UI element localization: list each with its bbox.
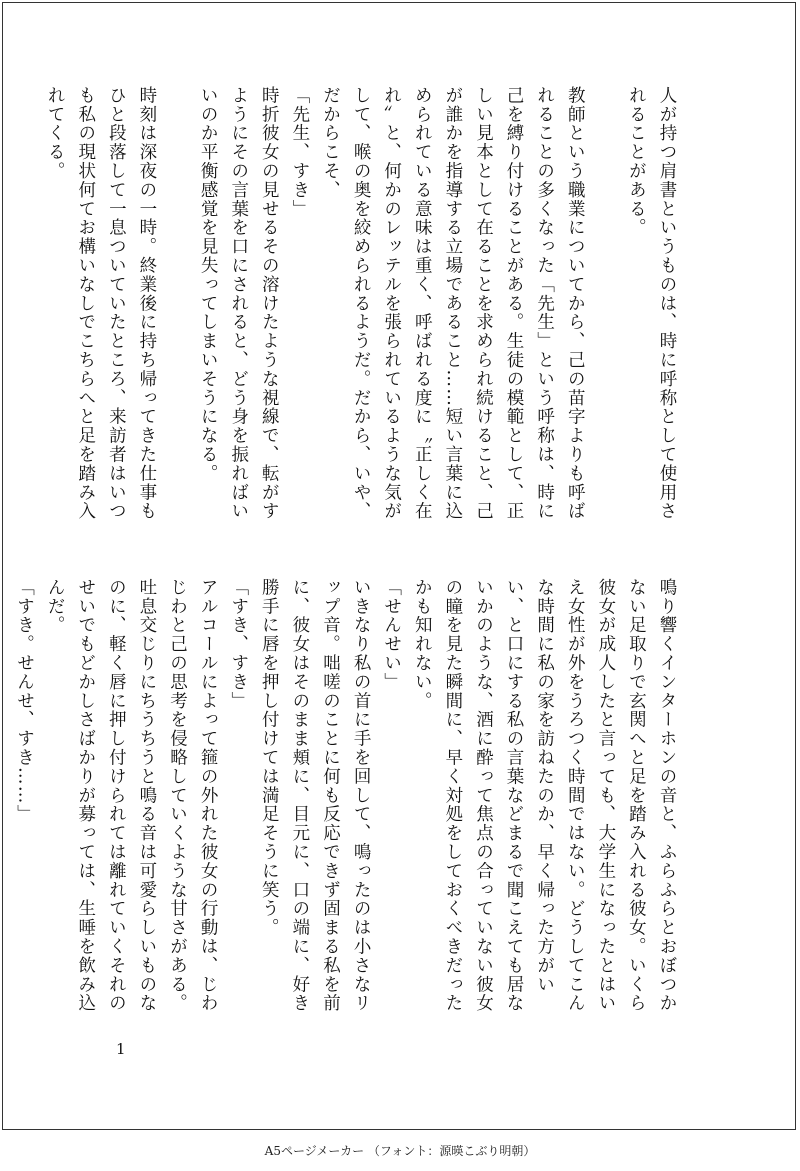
paragraph: 鳴り響くインターホンの音と、ふらふらとおぼつかない足取りで玄関へと足を踏み入れる彼女。いくら彼女が成人したと言っても、大学生になったとはいえ女性が外をうろつく時間ではない。どうしてこんな時間に私の家を訪ねたのか、早く帰った方がいい、と口にする私の言葉などまるで聞こえても居ないかのような、酒に酔って焦点の合っていない彼女の瞳を見た瞬間に、早く対処をしておくべきだったかも知れない。 bbox=[412, 578, 677, 1013]
blank-line bbox=[590, 86, 621, 529]
footer-caption: A5ページメーカー （フォント：源暎こぶり明朝） bbox=[264, 1144, 536, 1158]
paragraph: 人が持つ肩書というものは、時に呼称として使用されることがある。 bbox=[626, 86, 677, 521]
paragraph: いきなり私の首に手を回して、鳴ったのは小さなリップ音。咄嗟のことに何も反応できず固まる私を前に、彼女はそのまま頬に、目元に、口の端に、好き勝手に唇を押し付けては満足そうに笑う。 bbox=[259, 578, 372, 1013]
paragraph: 時刻は深夜の一時。終業後に持ち帰ってきた仕事もひと段落して一息ついていたところ、来訪者はいつも私の現状何てお構いなしでこちらへと足を踏み入れてくる。 bbox=[45, 86, 157, 521]
paragraph: 時折彼女の見せるその溶けたような視線で、転がすようにその言葉を口にされると、どう身を振ればいいのか平衡感覚を見失ってしまいそうになる。 bbox=[198, 86, 280, 521]
lower-text-block bbox=[14, 578, 682, 1021]
dialogue-line: 「すき、すき」 bbox=[228, 578, 249, 711]
dialogue-line: 「すき。せんせ、すき……」 bbox=[14, 578, 35, 824]
blank-line bbox=[162, 86, 193, 529]
dialogue-line: 「先生、すき」 bbox=[289, 86, 310, 219]
paragraph: アルコールによって箍の外れた彼女の行動は、じわじわと己の思考を侵略していくような甘さがある。吐息交じりにちうちうと鳴る音は可愛らしいものなのに、軽く唇に押し付けられては離れていくそれのせいでもどかしさばかりが募っては、生唾を飲み込んだ。 bbox=[45, 578, 219, 1013]
dialogue-line: 「せんせい」 bbox=[381, 578, 402, 692]
upper-text-block bbox=[45, 86, 682, 529]
page-number: 1 bbox=[116, 1040, 126, 1058]
paragraph: 教師という職業についてから、己の苗字よりも呼ばれることの多くなった「先生」という呼称は、時に己を縛り付けることがある。生徒の模範として、正しい見本として在ることを求められ続けること、己が誰かを指導する立場であること……短い言葉に込められている意味は重く、呼ばれる度に〝正しく在れ〟と、何かのレッテルを張られているような気がして、喉の奥を絞められるようだ。だから、いや、だからこそ、 bbox=[320, 86, 586, 521]
